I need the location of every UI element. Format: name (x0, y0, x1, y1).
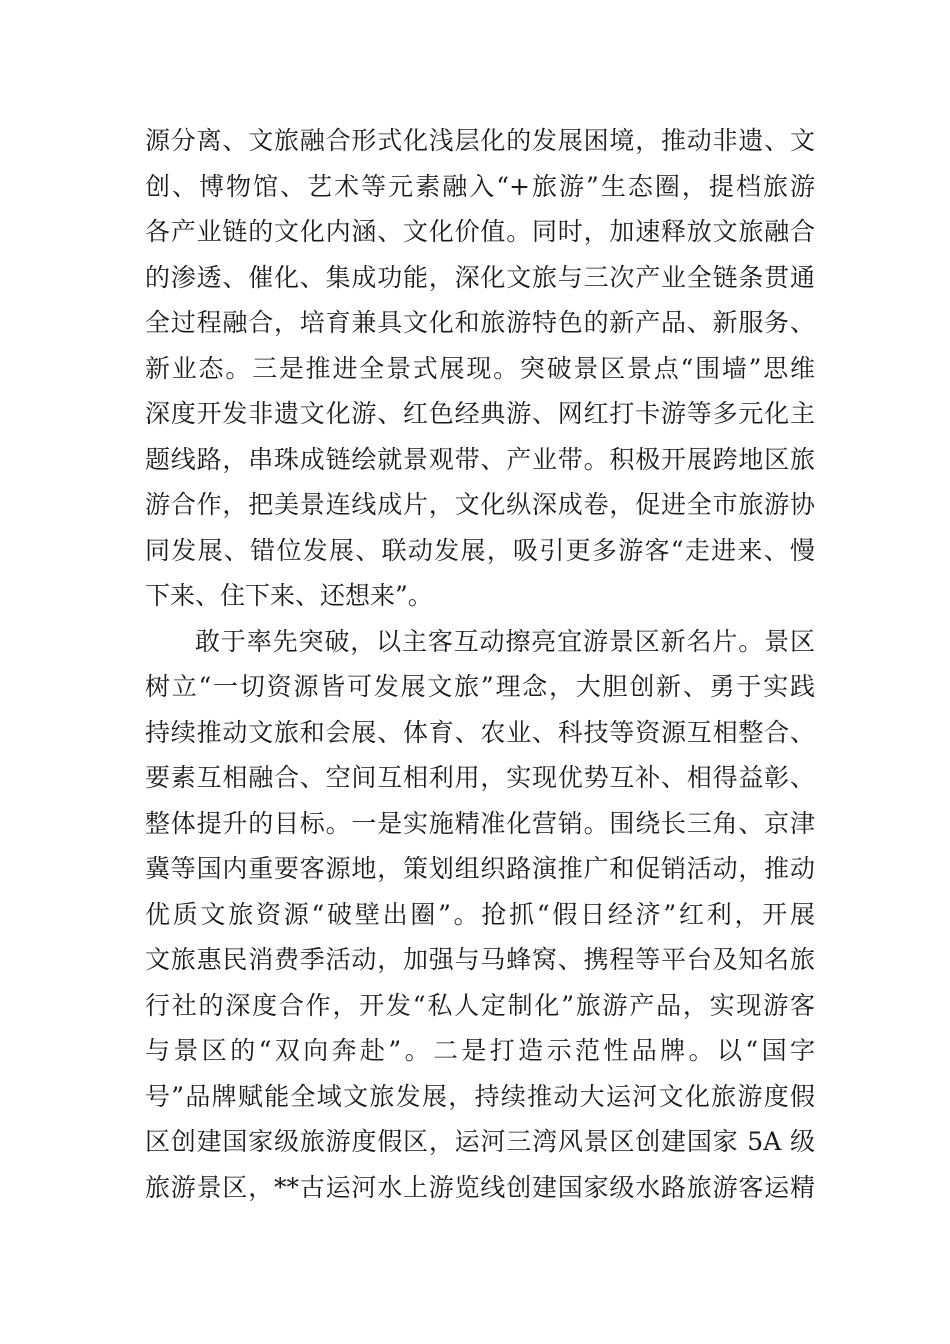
text-line: 树立“一切资源皆可发展文旅”理念，大胆创新、勇于实践 (145, 672, 815, 701)
text-line: 与景区的“双向奔赴”。二是打造示范性品牌。以“国字 (145, 1036, 815, 1065)
text-line: 全过程融合，培育兼具文化和旅游特色的新产品、新服务、 (145, 308, 815, 337)
text-line: 号”品牌赋能全域文旅发展，持续推动大运河文化旅游度假 (145, 1081, 815, 1111)
paragraph-1 (145, 118, 815, 619)
text-line: 冀等国内重要客源地，策划组织路演推广和促销活动，推动 (145, 854, 815, 883)
text-line: 创、博物馆、艺术等元素融入“+旅游”生态圈，提档旅游 (145, 171, 815, 201)
text-line: 优质文旅资源“破壁出圈”。抢抓“假日经济”红利，开展 (145, 899, 815, 929)
text-line: 游合作，把美景连线成片，文化纵深成卷，促进全市旅游协 (145, 490, 815, 519)
text-line: 的渗透、催化、集成功能，深化文旅与三次产业全链条贯通 (145, 262, 815, 292)
body-text (145, 118, 815, 1210)
text-line: 新业态。三是推进全景式展现。突破景区景点“围墙”思维 (145, 353, 815, 383)
text-line: 同发展、错位发展、联动发展，吸引更多游客“走进来、慢 (145, 535, 815, 565)
text-line: 区创建国家级旅游度假区，运河三湾风景区创建国家 5A 级 (145, 1127, 815, 1156)
text-line: 深度开发非遗文化游、红色经典游、网红打卡游等多元化主 (145, 399, 815, 428)
paragraph-2 (145, 619, 815, 1211)
text-line: 题线路，串珠成链绘就景观带、产业带。积极开展跨地区旅 (145, 444, 815, 474)
text-line: 要素互相融合、空间互相利用，实现优势互补、相得益彰、 (145, 763, 815, 792)
text-line: 旅游景区，**古运河水上游览线创建国家级水路旅游客运精 (145, 1172, 815, 1202)
text-line: 下来、住下来、还想来”。 (145, 581, 433, 610)
text-line: 整体提升的目标。一是实施精准化营销。围绕长三角、京津 (145, 808, 815, 838)
text-line: 敢于率先突破，以主客互动擦亮宜游景区新名片。景区 (195, 626, 815, 656)
text-line: 行社的深度合作，开发“私人定制化”旅游产品，实现游客 (145, 990, 815, 1020)
text-line: 持续推动文旅和会展、体育、农业、科技等资源互相整合、 (145, 717, 815, 747)
text-line: 各产业链的文化内涵、文化价值。同时，加速释放文旅融合 (145, 217, 815, 246)
text-line: 源分离、文旅融合形式化浅层化的发展困境，推动非遗、文 (145, 126, 815, 155)
text-line: 文旅惠民消费季活动，加强与马蜂窝、携程等平台及知名旅 (145, 945, 815, 974)
